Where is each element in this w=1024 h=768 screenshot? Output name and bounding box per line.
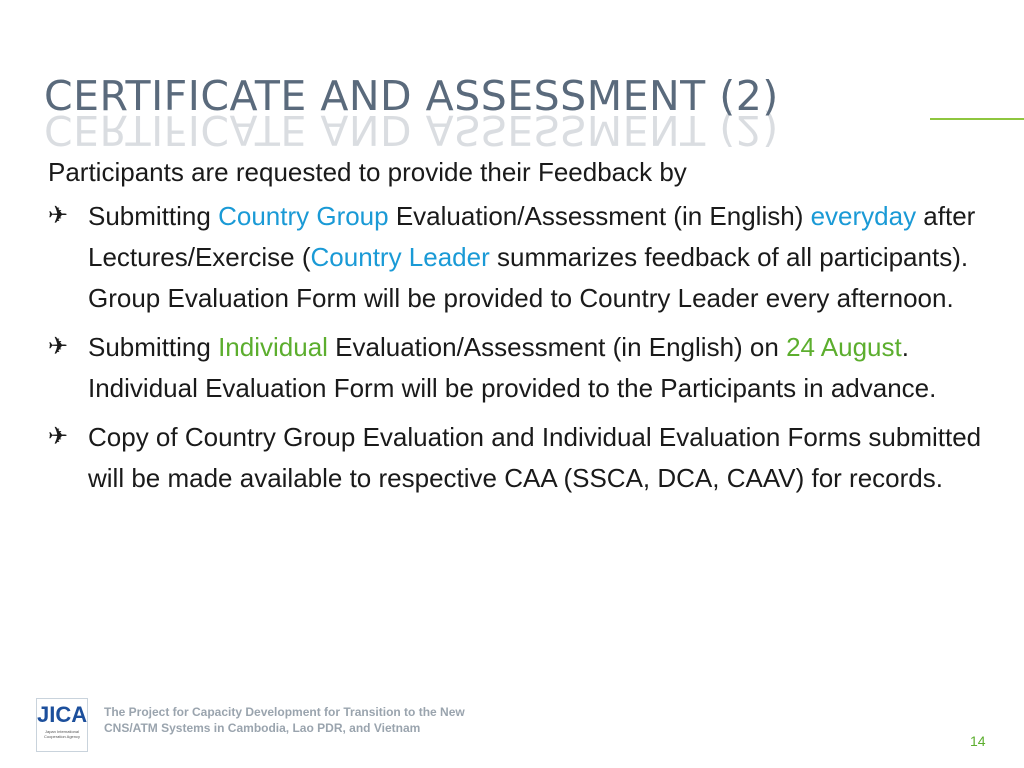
text-run: . Individual Evaluation Form will be provided to the Participants in advance. <box>88 332 937 403</box>
text-run: Submitting <box>88 201 219 231</box>
text-run: Copy of Country Group Evaluation and Individual Evaluation Forms submitted will be made available to respective CAA (SSCA, DCA, CAAV) for records. <box>88 422 982 493</box>
bullet-text <box>88 417 1003 499</box>
bullet-item <box>48 196 1003 319</box>
footer-project-text: The Project for Capacity Development for Transition to the New CNS/ATM Systems in Cambodia, Lao PDR, and Vietnam <box>104 705 465 735</box>
text-run: Submitting <box>88 332 219 362</box>
text-run: after Lectures/Exercise ( <box>88 201 976 272</box>
airplane-icon: ✈ <box>48 423 69 450</box>
logo-caption: Japan International Cooperation Agency <box>43 729 81 739</box>
jica-logo <box>36 698 88 752</box>
bullet-item <box>48 327 1003 409</box>
bullet-text <box>88 327 1003 409</box>
highlight-text: 24 August <box>786 332 902 362</box>
logo-text: JICA <box>37 702 88 727</box>
airplane-icon: ✈ <box>48 333 69 360</box>
highlight-text: everyday <box>810 201 917 231</box>
text-run: summarizes feedback of all participants). Group Evaluation Form will be provided to Country Leader every afternoon. <box>88 242 969 313</box>
bullet-text <box>88 196 1003 319</box>
text-run: Evaluation/Assessment (in English) <box>388 201 811 231</box>
bullet-item <box>48 417 1003 499</box>
text-run: Evaluation/Assessment (in English) on <box>327 332 787 362</box>
slide-title: CERTIFICATE AND ASSESSMENT (2) <box>44 72 779 120</box>
slide-content <box>48 152 1003 507</box>
highlight-text: Individual <box>218 332 328 362</box>
page-number: 14 <box>970 733 986 749</box>
highlight-text: Country Group <box>218 201 389 231</box>
airplane-icon: ✈ <box>48 202 69 229</box>
title-rule <box>930 118 1024 120</box>
title-reflection: CERTIFICATE AND ASSESSMENT (2) <box>44 106 779 154</box>
highlight-text: Country Leader <box>310 242 490 272</box>
intro-text: Participants are requested to provide their Feedback by <box>48 157 687 187</box>
